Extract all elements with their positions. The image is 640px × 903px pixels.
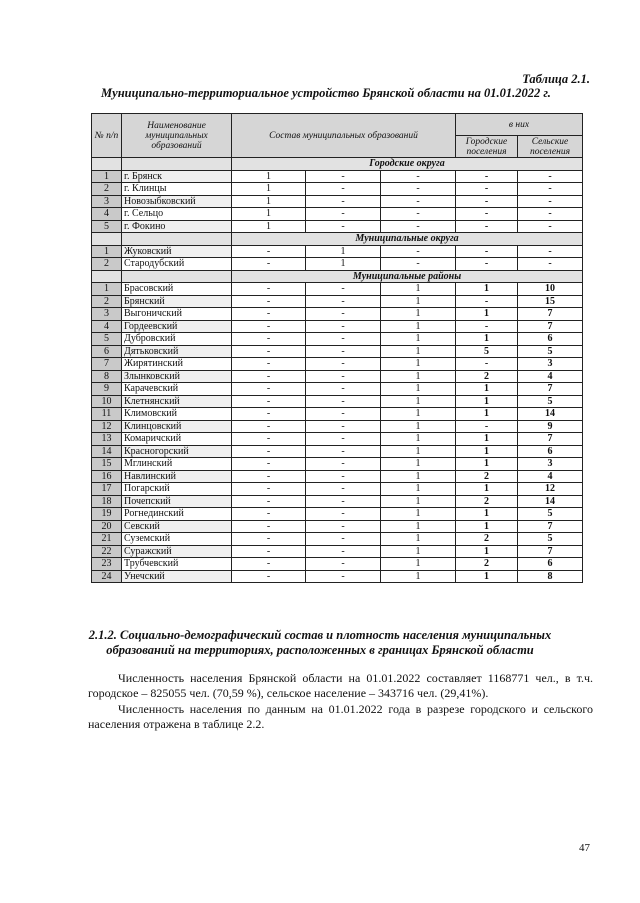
row-name: Гордеевский — [122, 320, 232, 333]
table-body — [92, 158, 583, 583]
table-row — [92, 483, 583, 496]
cell-municipal-okrug: - — [306, 458, 381, 471]
cell-rural-settlements: - — [518, 195, 583, 208]
cell-urban-settlements: - — [456, 320, 518, 333]
row-number: 20 — [92, 520, 122, 533]
cell-municipal-okrug: - — [306, 383, 381, 396]
row-name: Погарский — [122, 483, 232, 496]
table-row — [92, 320, 583, 333]
row-number: 2 — [92, 295, 122, 308]
row-name: Суражский — [122, 545, 232, 558]
row-number: 1 — [92, 170, 122, 183]
municipal-table — [91, 113, 583, 583]
table-row — [92, 433, 583, 446]
cell-municipal-okrug: - — [306, 570, 381, 583]
cell-municipal-district: 1 — [381, 370, 456, 383]
row-name: Новозыбковский — [122, 195, 232, 208]
cell-urban-settlements: 1 — [456, 433, 518, 446]
cell-municipal-district: 1 — [381, 283, 456, 296]
cell-rural-settlements: 7 — [518, 545, 583, 558]
cell-rural-settlements: 7 — [518, 308, 583, 321]
table-row — [92, 308, 583, 321]
header-urban: Городские поселения — [456, 136, 518, 158]
row-number: 5 — [92, 333, 122, 346]
table-row — [92, 420, 583, 433]
cell-municipal-okrug: - — [306, 283, 381, 296]
header-of-which: в них — [456, 114, 583, 136]
row-number: 19 — [92, 508, 122, 521]
cell-urban-okrug: 1 — [232, 195, 306, 208]
row-number: 24 — [92, 570, 122, 583]
cell-urban-okrug: - — [232, 483, 306, 496]
cell-urban-settlements: 1 — [456, 458, 518, 471]
cell-urban-okrug: - — [232, 545, 306, 558]
cell-municipal-okrug: - — [306, 308, 381, 321]
cell-rural-settlements: - — [518, 170, 583, 183]
paragraph-reference: Численность населения по данным на 01.01.2022 года в разрезе городского и сельского населения отражена в таблице 2.2. — [88, 702, 593, 731]
cell-urban-okrug: - — [232, 383, 306, 396]
row-name: Рогнединский — [122, 508, 232, 521]
cell-urban-okrug: - — [232, 495, 306, 508]
row-number: 16 — [92, 470, 122, 483]
cell-urban-settlements: 2 — [456, 558, 518, 571]
row-number: 10 — [92, 395, 122, 408]
cell-rural-settlements: 6 — [518, 445, 583, 458]
cell-rural-settlements: 15 — [518, 295, 583, 308]
cell-urban-settlements: 1 — [456, 520, 518, 533]
cell-rural-settlements: 14 — [518, 408, 583, 421]
cell-municipal-district: - — [381, 208, 456, 221]
cell-municipal-okrug: - — [306, 470, 381, 483]
cell-rural-settlements: 12 — [518, 483, 583, 496]
row-number: 12 — [92, 420, 122, 433]
cell-rural-settlements: 14 — [518, 495, 583, 508]
cell-urban-okrug: - — [232, 570, 306, 583]
cell-urban-settlements: - — [456, 220, 518, 233]
cell-rural-settlements: 5 — [518, 345, 583, 358]
row-number: 14 — [92, 445, 122, 458]
table-row — [92, 345, 583, 358]
row-number: 8 — [92, 370, 122, 383]
header-composition: Состав муниципальных образований — [232, 114, 456, 158]
cell-urban-settlements: - — [456, 208, 518, 221]
cell-municipal-okrug: - — [306, 170, 381, 183]
row-number: 9 — [92, 383, 122, 396]
cell-urban-settlements: 1 — [456, 570, 518, 583]
row-name: Жирятинский — [122, 358, 232, 371]
cell-municipal-district: 1 — [381, 558, 456, 571]
table-row — [92, 245, 583, 258]
table-row — [92, 208, 583, 221]
row-number: 22 — [92, 545, 122, 558]
cell-urban-okrug: - — [232, 333, 306, 346]
section-row — [92, 233, 583, 246]
cell-municipal-okrug: - — [306, 545, 381, 558]
cell-urban-settlements: 1 — [456, 545, 518, 558]
section-blank-cell — [122, 233, 232, 246]
row-name: г. Фокино — [122, 220, 232, 233]
cell-municipal-okrug: - — [306, 420, 381, 433]
cell-municipal-okrug: - — [306, 433, 381, 446]
paragraph-population: Численность населения Брянской области на 01.01.2022 составляет 1168771 чел., в т.ч. городское – 825055 чел. (70,59 %), сельское население – 343716 чел. (29,41%). — [88, 671, 593, 700]
table-row — [92, 558, 583, 571]
cell-municipal-district: 1 — [381, 345, 456, 358]
row-number: 13 — [92, 433, 122, 446]
cell-municipal-okrug: - — [306, 295, 381, 308]
cell-rural-settlements: 8 — [518, 570, 583, 583]
cell-municipal-district: 1 — [381, 295, 456, 308]
cell-urban-okrug: - — [232, 520, 306, 533]
cell-urban-okrug: - — [232, 420, 306, 433]
cell-urban-settlements: - — [456, 195, 518, 208]
row-name: Климовский — [122, 408, 232, 421]
row-name: Жуковский — [122, 245, 232, 258]
cell-urban-settlements: - — [456, 170, 518, 183]
row-name: Выгоничский — [122, 308, 232, 321]
table-row — [92, 258, 583, 271]
cell-urban-okrug: - — [232, 558, 306, 571]
table-row — [92, 183, 583, 196]
cell-municipal-district: 1 — [381, 545, 456, 558]
cell-municipal-district: 1 — [381, 383, 456, 396]
cell-municipal-okrug: - — [306, 320, 381, 333]
row-name: Клинцовский — [122, 420, 232, 433]
cell-rural-settlements: 7 — [518, 320, 583, 333]
cell-urban-okrug: - — [232, 408, 306, 421]
cell-urban-settlements: - — [456, 295, 518, 308]
table-row — [92, 458, 583, 471]
row-number: 23 — [92, 558, 122, 571]
cell-urban-settlements: 1 — [456, 483, 518, 496]
cell-municipal-district: 1 — [381, 420, 456, 433]
table-title: Муниципально-территориальное устройство Брянской области на 01.01.2022 г. — [101, 86, 551, 100]
cell-urban-settlements: 2 — [456, 470, 518, 483]
table-row — [92, 470, 583, 483]
cell-urban-okrug: 1 — [232, 183, 306, 196]
row-name: Севский — [122, 520, 232, 533]
cell-urban-settlements: - — [456, 183, 518, 196]
cell-urban-okrug: - — [232, 370, 306, 383]
row-name: Комаричский — [122, 433, 232, 446]
cell-rural-settlements: - — [518, 258, 583, 271]
cell-municipal-district: 1 — [381, 408, 456, 421]
row-name: Брянский — [122, 295, 232, 308]
cell-municipal-district: 1 — [381, 520, 456, 533]
row-name: Суземский — [122, 533, 232, 546]
cell-rural-settlements: 3 — [518, 358, 583, 371]
cell-municipal-okrug: - — [306, 208, 381, 221]
cell-municipal-okrug: - — [306, 558, 381, 571]
table-row — [92, 195, 583, 208]
section-blank-cell — [122, 270, 232, 283]
row-number: 2 — [92, 183, 122, 196]
cell-rural-settlements: 10 — [518, 283, 583, 296]
table-row — [92, 358, 583, 371]
cell-municipal-okrug: - — [306, 395, 381, 408]
cell-municipal-district: 1 — [381, 320, 456, 333]
row-name: Дубровский — [122, 333, 232, 346]
section-row — [92, 158, 583, 171]
cell-rural-settlements: 9 — [518, 420, 583, 433]
subsection-title: 2.1.2. Социально-демографический состав и плотность населения муниципальных образований на территориях, расположенных в границах Брянской области — [88, 628, 552, 657]
row-number: 1 — [92, 283, 122, 296]
cell-municipal-okrug: - — [306, 183, 381, 196]
cell-municipal-okrug: 1 — [306, 245, 381, 258]
header-num: № п/п — [92, 114, 122, 158]
section-blank-cell — [92, 158, 122, 171]
table-label: Таблица 2.1. — [522, 72, 590, 86]
cell-urban-okrug: - — [232, 533, 306, 546]
table-row — [92, 370, 583, 383]
cell-municipal-district: 1 — [381, 395, 456, 408]
table-row — [92, 295, 583, 308]
cell-municipal-okrug: - — [306, 495, 381, 508]
cell-urban-settlements: - — [456, 358, 518, 371]
cell-rural-settlements: - — [518, 245, 583, 258]
cell-municipal-district: 1 — [381, 470, 456, 483]
row-name: Брасовский — [122, 283, 232, 296]
section-blank-cell — [122, 158, 232, 171]
cell-rural-settlements: 7 — [518, 433, 583, 446]
cell-rural-settlements: 5 — [518, 533, 583, 546]
row-number: 7 — [92, 358, 122, 371]
cell-urban-okrug: 1 — [232, 170, 306, 183]
cell-municipal-district: 1 — [381, 333, 456, 346]
row-name: Почепский — [122, 495, 232, 508]
cell-municipal-district: 1 — [381, 433, 456, 446]
page-number: 47 — [579, 842, 590, 854]
row-number: 17 — [92, 483, 122, 496]
row-name: Клетнянский — [122, 395, 232, 408]
row-number: 6 — [92, 345, 122, 358]
cell-municipal-okrug: - — [306, 408, 381, 421]
cell-urban-okrug: - — [232, 245, 306, 258]
cell-municipal-okrug: - — [306, 195, 381, 208]
table-row — [92, 495, 583, 508]
cell-urban-okrug: - — [232, 445, 306, 458]
cell-urban-settlements: 1 — [456, 395, 518, 408]
row-number: 3 — [92, 195, 122, 208]
cell-urban-settlements: 1 — [456, 308, 518, 321]
row-name: Унечский — [122, 570, 232, 583]
cell-urban-okrug: - — [232, 295, 306, 308]
cell-municipal-district: 1 — [381, 308, 456, 321]
cell-municipal-district: 1 — [381, 445, 456, 458]
cell-urban-settlements: 1 — [456, 333, 518, 346]
cell-urban-okrug: - — [232, 458, 306, 471]
cell-municipal-district: - — [381, 220, 456, 233]
cell-rural-settlements: 4 — [518, 370, 583, 383]
cell-municipal-district: - — [381, 183, 456, 196]
row-number: 3 — [92, 308, 122, 321]
cell-rural-settlements: - — [518, 208, 583, 221]
cell-urban-okrug: - — [232, 433, 306, 446]
cell-rural-settlements: 6 — [518, 333, 583, 346]
row-number: 4 — [92, 208, 122, 221]
row-name: Трубчевский — [122, 558, 232, 571]
row-number: 21 — [92, 533, 122, 546]
row-number: 11 — [92, 408, 122, 421]
section-title: Муниципальные округа — [232, 233, 583, 246]
cell-urban-okrug: - — [232, 358, 306, 371]
cell-rural-settlements: - — [518, 183, 583, 196]
cell-municipal-okrug: - — [306, 445, 381, 458]
cell-rural-settlements: - — [518, 220, 583, 233]
section-title: Муниципальные районы — [232, 270, 583, 283]
cell-municipal-okrug: - — [306, 508, 381, 521]
cell-urban-okrug: 1 — [232, 220, 306, 233]
cell-urban-okrug: - — [232, 395, 306, 408]
row-name: Дятьковский — [122, 345, 232, 358]
cell-rural-settlements: 5 — [518, 508, 583, 521]
cell-urban-okrug: - — [232, 320, 306, 333]
cell-municipal-district: 1 — [381, 358, 456, 371]
row-name: Карачевский — [122, 383, 232, 396]
table-row — [92, 283, 583, 296]
cell-urban-okrug: - — [232, 508, 306, 521]
cell-urban-settlements: 1 — [456, 383, 518, 396]
cell-urban-okrug: - — [232, 345, 306, 358]
cell-urban-settlements: 2 — [456, 533, 518, 546]
table-row — [92, 395, 583, 408]
cell-urban-settlements: - — [456, 245, 518, 258]
cell-rural-settlements: 7 — [518, 383, 583, 396]
table-row — [92, 220, 583, 233]
row-number: 18 — [92, 495, 122, 508]
row-number: 1 — [92, 245, 122, 258]
cell-rural-settlements: 6 — [518, 558, 583, 571]
cell-rural-settlements: 4 — [518, 470, 583, 483]
cell-urban-settlements: 2 — [456, 495, 518, 508]
row-number: 4 — [92, 320, 122, 333]
section-row — [92, 270, 583, 283]
row-name: Навлинский — [122, 470, 232, 483]
cell-municipal-district: - — [381, 170, 456, 183]
cell-urban-okrug: - — [232, 470, 306, 483]
row-name: Злынковский — [122, 370, 232, 383]
cell-municipal-okrug: - — [306, 533, 381, 546]
table-row — [92, 333, 583, 346]
cell-municipal-district: - — [381, 195, 456, 208]
cell-municipal-district: 1 — [381, 483, 456, 496]
table-row — [92, 408, 583, 421]
header-name: Наименование муниципальных образований — [122, 114, 232, 158]
cell-rural-settlements: 7 — [518, 520, 583, 533]
section-title: Городские округа — [232, 158, 583, 171]
row-number: 2 — [92, 258, 122, 271]
cell-municipal-district: 1 — [381, 458, 456, 471]
cell-municipal-district: 1 — [381, 570, 456, 583]
cell-urban-settlements: 5 — [456, 345, 518, 358]
cell-rural-settlements: 5 — [518, 395, 583, 408]
row-number: 15 — [92, 458, 122, 471]
cell-municipal-district: - — [381, 245, 456, 258]
cell-urban-okrug: - — [232, 258, 306, 271]
cell-urban-okrug: 1 — [232, 208, 306, 221]
cell-municipal-okrug: 1 — [306, 258, 381, 271]
cell-municipal-district: 1 — [381, 508, 456, 521]
row-name: Мглинский — [122, 458, 232, 471]
cell-urban-settlements: 1 — [456, 445, 518, 458]
row-number: 5 — [92, 220, 122, 233]
table-row — [92, 508, 583, 521]
cell-municipal-okrug: - — [306, 333, 381, 346]
section-blank-cell — [92, 233, 122, 246]
table-row — [92, 545, 583, 558]
table-row — [92, 445, 583, 458]
table-row — [92, 520, 583, 533]
row-name: г. Сельцо — [122, 208, 232, 221]
table-row — [92, 383, 583, 396]
row-name: г. Брянск — [122, 170, 232, 183]
cell-urban-okrug: - — [232, 283, 306, 296]
cell-urban-settlements: 2 — [456, 370, 518, 383]
cell-urban-settlements: - — [456, 258, 518, 271]
cell-municipal-okrug: - — [306, 220, 381, 233]
cell-urban-settlements: 1 — [456, 508, 518, 521]
cell-urban-settlements: 1 — [456, 283, 518, 296]
cell-urban-settlements: - — [456, 420, 518, 433]
cell-municipal-okrug: - — [306, 370, 381, 383]
cell-municipal-okrug: - — [306, 345, 381, 358]
cell-urban-okrug: - — [232, 308, 306, 321]
cell-municipal-okrug: - — [306, 358, 381, 371]
row-name: Стародубский — [122, 258, 232, 271]
row-name: Красногорский — [122, 445, 232, 458]
table-row — [92, 570, 583, 583]
cell-municipal-district: - — [381, 258, 456, 271]
row-name: г. Клинцы — [122, 183, 232, 196]
table-row — [92, 170, 583, 183]
cell-rural-settlements: 3 — [518, 458, 583, 471]
cell-municipal-district: 1 — [381, 495, 456, 508]
header-rural: Сельские поселения — [518, 136, 583, 158]
section-blank-cell — [92, 270, 122, 283]
cell-municipal-district: 1 — [381, 533, 456, 546]
cell-municipal-okrug: - — [306, 483, 381, 496]
cell-urban-settlements: 1 — [456, 408, 518, 421]
table-row — [92, 533, 583, 546]
cell-municipal-okrug: - — [306, 520, 381, 533]
